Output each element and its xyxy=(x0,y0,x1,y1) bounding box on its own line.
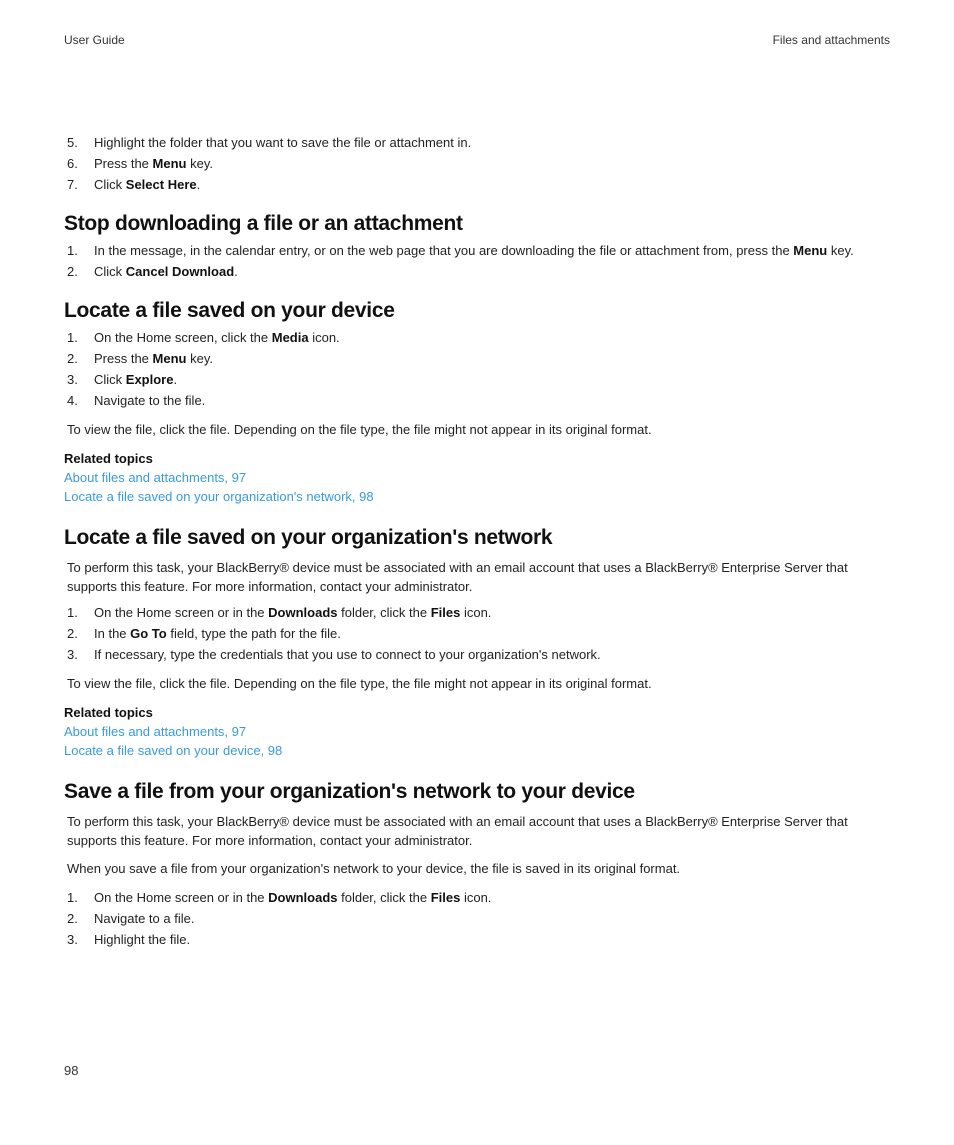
related-topics-title: Related topics xyxy=(64,705,153,720)
page-content xyxy=(64,134,894,952)
running-header-left: User Guide xyxy=(64,33,125,47)
step-item: 2. Click Cancel Download. xyxy=(67,264,238,279)
section-heading-locate-network: Locate a file saved on your organization's network xyxy=(64,526,553,549)
related-link-about-files[interactable]: About files and attachments, 97 xyxy=(64,724,247,739)
section-heading-save-network: Save a file from your organization's network to your device xyxy=(64,780,635,803)
step-item: 3. Click Explore. xyxy=(67,372,178,387)
step-item: 7. Click Select Here. xyxy=(67,177,201,192)
save-network-step-list xyxy=(64,889,894,952)
step-item: 5. Highlight the folder that you want to save the file or attachment in. xyxy=(67,135,472,150)
related-link-about-files[interactable]: About files and attachments, 97 xyxy=(64,470,247,485)
step-item: 1. On the Home screen, click the Media icon. xyxy=(67,330,340,345)
paragraph-intro: To perform this task, your BlackBerry® device must be associated with an email account that uses a BlackBerry® Enterprise Server that supports this feature. For more information, contact your administrator. xyxy=(67,560,848,594)
page-number: 98 xyxy=(64,1063,79,1078)
paragraph-note: To view the file, click the file. Depending on the file type, the file might not appear in its original format. xyxy=(67,676,652,691)
related-topics-title: Related topics xyxy=(64,451,153,466)
paragraph-intro: To perform this task, your BlackBerry® device must be associated with an email account that uses a BlackBerry® Enterprise Server that supports this feature. For more information, contact your administrator. xyxy=(67,814,848,848)
step-item: 3. Highlight the file. xyxy=(67,932,191,947)
step-item: 1. On the Home screen or in the Downloads folder, click the Files icon. xyxy=(67,605,492,620)
step-item: 6. Press the Menu key. xyxy=(67,156,213,171)
step-item: 1. On the Home screen or in the Downloads folder, click the Files icon. xyxy=(67,890,492,905)
stop-step-list xyxy=(64,242,894,284)
step-item: 2. Navigate to a file. xyxy=(67,911,195,926)
paragraph-note: To view the file, click the file. Depending on the file type, the file might not appear in its original format. xyxy=(67,422,652,437)
section-heading-stop-downloading: Stop downloading a file or an attachment xyxy=(64,212,463,235)
related-link-locate-network[interactable]: Locate a file saved on your organization's network, 98 xyxy=(64,489,374,504)
step-item: 2. In the Go To field, type the path for the file. xyxy=(67,626,341,641)
locate-network-step-list xyxy=(64,604,894,667)
intro-step-list xyxy=(64,134,894,197)
step-item: 4. Navigate to the file. xyxy=(67,393,206,408)
step-item: 1. In the message, in the calendar entry, or on the web page that you are downloading the file or attachment from, press the Menu key. xyxy=(67,243,854,258)
step-item: 2. Press the Menu key. xyxy=(67,351,213,366)
paragraph-format-note: When you save a file from your organization's network to your device, the file is saved in its original format. xyxy=(67,861,681,876)
running-header-right: Files and attachments xyxy=(772,33,890,47)
locate-device-step-list xyxy=(64,329,894,413)
step-item: 3. If necessary, type the credentials that you use to connect to your organization's network. xyxy=(67,647,601,662)
section-heading-locate-device: Locate a file saved on your device xyxy=(64,299,395,322)
related-link-locate-device[interactable]: Locate a file saved on your device, 98 xyxy=(64,743,283,758)
